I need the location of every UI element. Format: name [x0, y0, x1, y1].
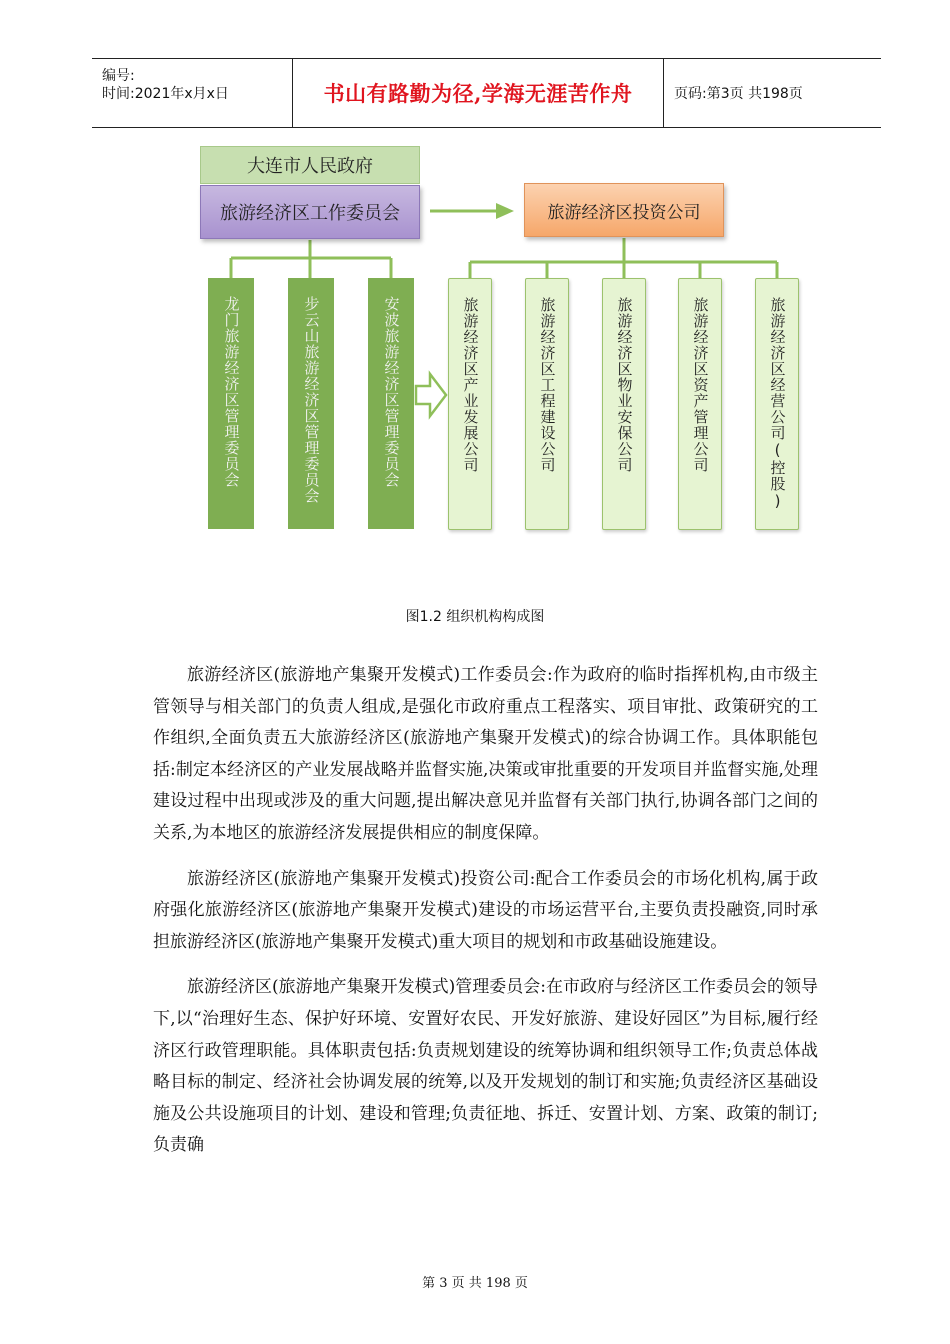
header-motto: 书山有路勤为径,学海无涯苦作舟	[323, 81, 633, 106]
hollow-arrow-icon	[416, 374, 446, 416]
paragraph: 旅游经济区(旅游地产集聚开发模式)投资公司:配合工作委员会的市场化机构,属于政府强化旅游经济区(旅游地产集聚开发模式)建设的市场运营平台,主要负责投融资,同时承担旅游经济区(旅游地产集聚开发模式)重大项目的规划和市政基础设施建设。	[153, 868, 818, 952]
management-committee-label: 步云山旅游经济区管理委员会	[302, 296, 321, 504]
document-number-label: 编号:	[102, 68, 135, 84]
management-committee-box	[288, 278, 334, 529]
document-time-label: 时间:2021年x月x日	[102, 86, 229, 102]
body-text	[153, 660, 818, 1176]
subsidiary-label: 旅游经济区工程建设公司	[538, 297, 557, 473]
org-chart	[0, 0, 950, 560]
management-committee-box	[368, 278, 414, 529]
figure-caption: 图1.2 组织机构构成图	[405, 609, 545, 625]
left-connector	[231, 240, 391, 278]
subsidiary-box	[448, 278, 492, 530]
subsidiary-label: 旅游经济区经营公司(控股)	[768, 297, 787, 511]
paragraph: 旅游经济区(旅游地产集聚开发模式)管理委员会:在市政府与经济区工作委员会的领导下,以“治理好生态、保护好环境、安置好农民、开发好旅游、建设好园区”为目标,履行经济区行政管理职能。具体职责包括:负责规划建设的统筹协调和组织领导工作;负责总体战略目标的制定、经济社会协调发展的统筹,以及开发规划的制订和实施;负责经济区基础设施及公共设施项目的计划、建设和管理;负责征地、拆迁、安置计划、方案、政策的制订;负责确	[153, 977, 818, 1156]
management-committee-label: 安波旅游经济区管理委员会	[382, 296, 401, 488]
paragraph: 旅游经济区(旅游地产集聚开发模式)工作委员会:作为政府的临时指挥机构,由市级主管领导与相关部门的负责人组成,是强化市政府重点工程落实、项目审批、政策研究的工作组织,全面负责五大旅游经济区(旅游地产集聚开发模式)的综合协调工作。具体职能包括:制定本经济区的产业发展战略并监督实施,决策或审批重要的开发项目并监督实施,处理建设过程中出现或涉及的重大问题,提出解决意见并监督有关部门执行,协调各部门之间的关系,为本地区的旅游经济发展提供相应的制度保障。	[153, 665, 818, 843]
subsidiary-label: 旅游经济区物业安保公司	[615, 297, 634, 473]
page-footer: 第 3 页 共 198 页	[422, 1276, 528, 1291]
management-committee-box	[208, 278, 254, 529]
investment-company-box	[524, 183, 724, 237]
arrow-right-icon	[430, 203, 514, 219]
subsidiary-label: 旅游经济区资产管理公司	[691, 297, 710, 473]
subsidiary-label: 旅游经济区产业发展公司	[461, 297, 480, 473]
subsidiary-box	[602, 278, 646, 530]
subsidiary-box	[678, 278, 722, 530]
right-connector	[470, 238, 777, 278]
management-committee-label: 龙门旅游经济区管理委员会	[222, 296, 241, 488]
investment-company-label: 旅游经济区投资公司	[547, 202, 701, 223]
subsidiary-box	[525, 278, 569, 530]
subsidiary-box	[755, 278, 799, 530]
committee-box	[200, 185, 420, 239]
committee-label: 旅游经济区工作委员会	[220, 203, 400, 224]
header-page-code: 页码:第3页 共198页	[674, 86, 803, 102]
gov-box	[200, 146, 420, 184]
gov-label: 大连市人民政府	[247, 156, 373, 177]
